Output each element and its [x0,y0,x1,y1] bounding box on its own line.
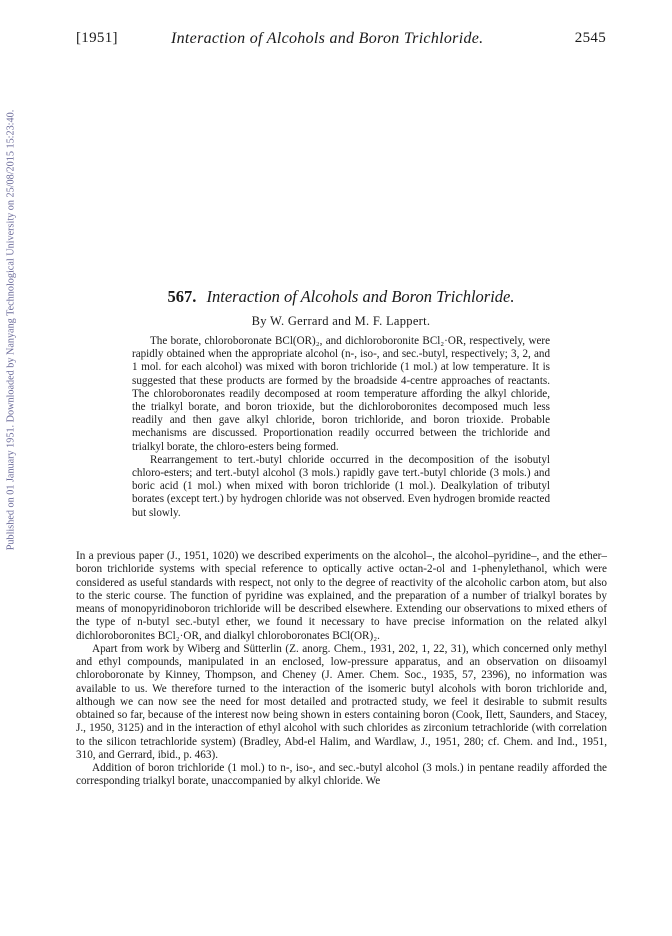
page-number: 2545 [574,30,606,46]
article-number: 567. [167,287,197,306]
running-title: Interaction of Alcohols and Boron Trichloride. [171,30,484,47]
running-header [76,30,606,52]
abstract [132,335,550,520]
download-watermark [0,60,22,600]
article-authors: By W. Gerrard and M. F. Lappert. [251,314,431,328]
body-paragraph: Addition of boron trichloride (1 mol.) to n-, iso-, and sec.-butyl alcohol (3 mols.) in pentane readily afforded the corresponding trialkyl borate, unaccompanied by alkyl chloride. We [76,762,607,788]
journal-year: [1951] [76,30,118,46]
watermark-text: Published on 01 January 1951. Downloaded by Nanyang Technological University on 25/08/2015 15:23:40. [5,109,17,551]
body-text [76,550,607,789]
article-title [76,287,606,307]
abstract-paragraph: The borate, chloroboronate BCl(OR)₂, and dichloroboronite BCl₂·OR, respectively, were rapidly obtained when the appropriate alcohol (n-, iso-, and sec.-butyl, respectively; 3, 2, and 1 mol. for each alcohol) was mixed with boron trichloride (1 mol.) at low temperature. It is suggested that these products are formed by the broadside 4-centre approaches of reactants. The chloroboronates readily decomposed at room temperature affording the alkyl chloride, the trialkyl borate, and boron trioxide, but the dichloroboronites decomposed much less readily and then gave alkyl chloride, boron trichloride, and boron trioxide. Probable mechanisms are discussed. Proportionation readily occurred between the trichloride and trialkyl borate, the chloro-esters being formed. [132,335,550,453]
article-title-text: Interaction of Alcohols and Boron Trichloride. [206,287,515,306]
abstract-paragraph: Rearrangement to tert.-butyl chloride occurred in the decomposition of the isobutyl chloro-esters; and tert.-butyl alcohol (3 mols.) rapidly gave tert.-butyl chloride (3 mols.) and boric acid (1 mol.) when mixed with boron trichloride (1 mol.). Dealkylation of tributyl borates (except tert.) by hydrogen chloride was not observed. Even hydrogen bromide reacted but slowly. [132,453,550,519]
body-paragraph: In a previous paper (J., 1951, 1020) we described experiments on the alcohol–, the alcohol–pyridine–, and the ether–boron trichloride systems with special reference to optically active octan-2-ol and 1-phenylethanol, which were considered as useful standards with respect, not only to the degree of reactivity of the alcoholic carbon atom, but also to the steric course. The function of pyridine was explained, and the preparation of a number of trialkyl borates by means of monopyridinoboron trichloride will be described elsewhere. Extending our observations to mixed ethers of the type of n-butyl sec.-butyl ether, we found it necessary to have precise information on the related alkyl dichloroboronites BCl₂·OR, and dialkyl chloroboronates BCl(OR)₂. [76,550,607,642]
body-paragraph: Apart from work by Wiberg and Sütterlin (Z. anorg. Chem., 1931, 202, 1, 22, 31), which concerned only methyl and ethyl compounds, manipulated in an enclosed, low-pressure apparatus, and an observation on diisoamyl chloroboronate by Kinney, Thompson, and Cheney (J. Amer. Chem. Soc., 1935, 57, 2396), no information was available to us. We therefore turned to the interaction of the isomeric butyl alcohols with boron trichloride and, although we can now see the need for most detailed and protracted study, we feel it desirable to submit results obtained so far, because of the interest now being shown in esters containing boron (Cook, Ilett, Saunders, and Stacey, J., 1950, 3125) and in the interaction of ethyl alcohol with such chlorides as zirconium tetrachloride (with correlation to the silicon tetrachloride system) (Bradley, Abd-el Halim, and Wardlaw, J., 1951, 280; cf. Chem. and Ind., 1951, 310, and Gerrard, ibid., p. 463). [76,642,607,761]
